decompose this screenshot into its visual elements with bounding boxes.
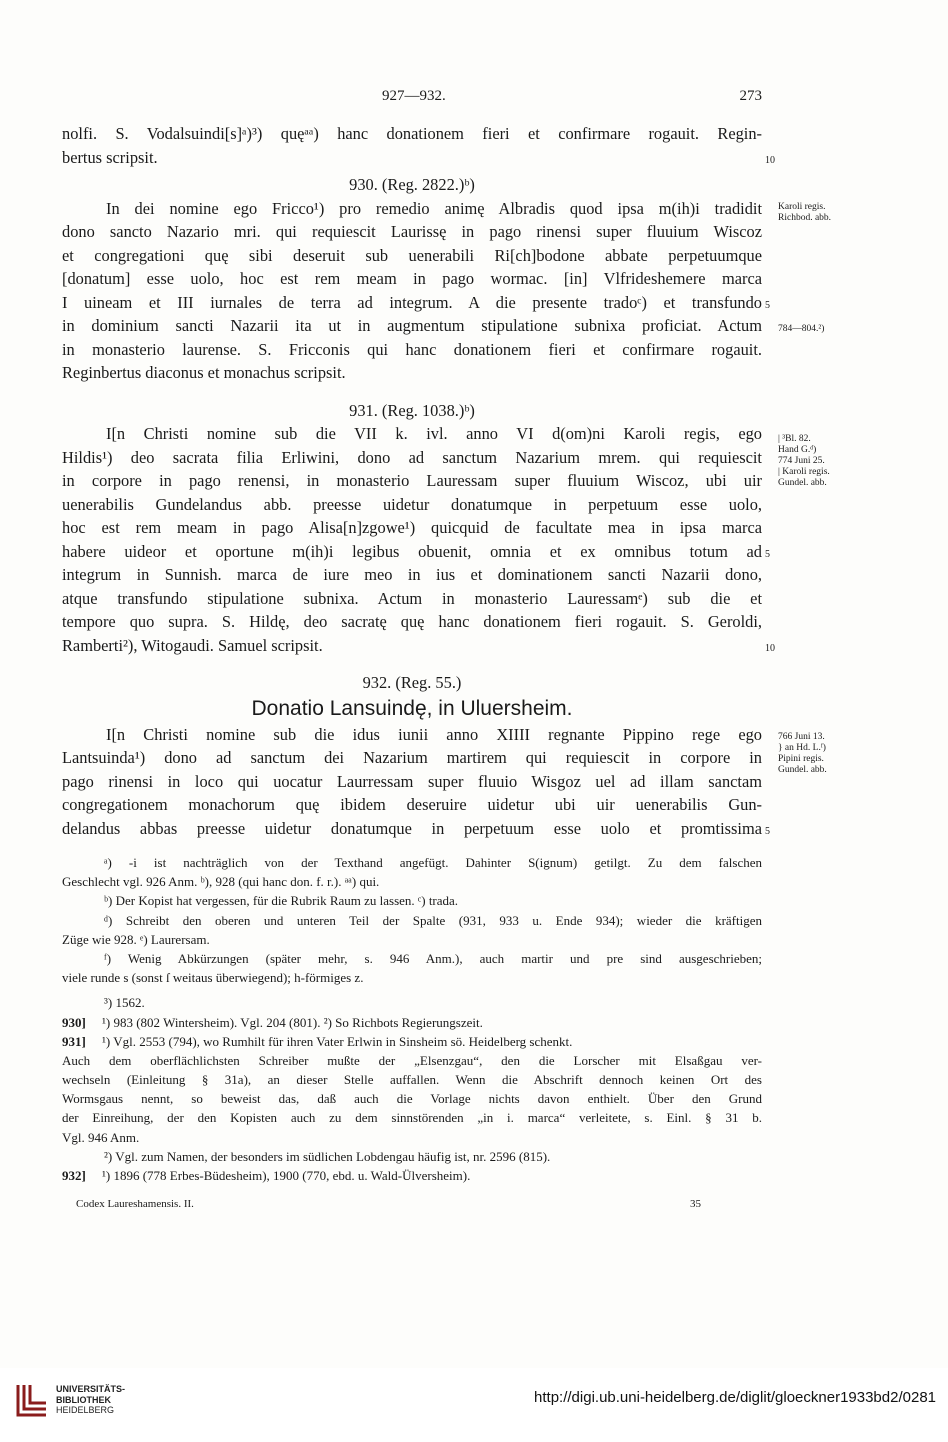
text-line: et congregationi quę sibi deseruit sub uenerabili Ri[ch]bodone abbate perpetuumque bbox=[62, 245, 762, 265]
text-line: Hildis¹) deo sacrata filia Erliwini, dono ad sanctum Nazarium mrem. qui requiescit bbox=[62, 447, 762, 467]
margin-note-931: | ³Bl. 82. Hand G.ᵈ) 774 Juni 25. | Karoli regis. Gundel. abb. bbox=[778, 434, 830, 488]
text-line: [donatum] esse uolo, hoc est rem meam in pago wormac. [in] Vlfrideshemere marca bbox=[62, 269, 762, 288]
header-range: 927—932. bbox=[382, 88, 446, 104]
line-number: 5 bbox=[765, 825, 770, 837]
text-line: I[n Christi nomine sub die idus iunii anno XIIII regnante Pippino rege ego bbox=[106, 724, 762, 744]
footnote-line: viele runde s (sonst ſ weitaus überwiegend); h-förmiges z. bbox=[62, 970, 364, 986]
doc-932-heading: 932. (Reg. 55.) bbox=[362, 673, 462, 692]
page-number: 273 bbox=[739, 88, 762, 104]
footnote-line: Züge wie 928. ᵉ) Laurersam. bbox=[62, 931, 210, 947]
text-line: in monasterio laurense. S. Fricconis qui hanc donationem fieri et confirmare rogauit. bbox=[62, 339, 762, 359]
footnote-line: ᵇ) Der Kopist hat vergessen, für die Rubrik Raum zu lassen. ᶜ) trada. bbox=[104, 893, 459, 909]
footnote-line: wechseln (Einleitung § 31a), an dieser Stelle auffallen. Wenn die Abschrift dennoch keinen Ort des bbox=[62, 1072, 762, 1088]
doc-932-title: Donatio Lansuindę, in Uluersheim. bbox=[251, 696, 573, 720]
footnote-line: ᶠ) Wenig Abkürzungen (später mehr, s. 946 Anm.), auch martir und pre sind ausgeschrieben; bbox=[104, 950, 762, 966]
footnotes bbox=[62, 853, 762, 1185]
footnote-line: 931] ¹) Vgl. 2553 (794), wo Rumhilt für ihren Vater Erlwin in Sinsheim sö. Heidelberg schenkt. bbox=[62, 1033, 573, 1049]
text-line: dono sancto Nazario mri. qui requiescit Laurissę in pago rinensi super fluuium Wiscoz bbox=[62, 222, 762, 241]
text-line: integrum in Sunnish. marca de iure meo in ius et dominationem sancti Nazarii dono, bbox=[62, 565, 762, 584]
footnote-line: Auch dem oberflächlichsten Schreiber mußte der „Elsenzgau“, den die Lorscher mit Elsaßgau ver- bbox=[62, 1052, 762, 1068]
library-name: UNIVERSITÄTS- BIBLIOTHEK HEIDELBERG bbox=[56, 1384, 126, 1415]
footnote-line: ²) Vgl. zum Namen, der besonders im südlichen Lobdengau häufig ist, nr. 2596 (815). bbox=[104, 1148, 551, 1164]
running-header bbox=[62, 88, 762, 112]
footnote-line: Vgl. 946 Anm. bbox=[62, 1129, 140, 1145]
text-line: uenerabilis Gundelandus abb. preesse uidetur donatumque in perpetuum esse uolo, bbox=[62, 494, 762, 514]
doc-931-heading: 931. (Reg. 1038.)ᵇ) bbox=[349, 400, 475, 420]
text-line: hoc est rem meam in pago Alisa[n]zgowe¹) quicquid de facultate mea in ipsa marca bbox=[62, 518, 762, 537]
text-line: nolfi. S. Vodalsuindi[s]ᵃ)³) quęᵃᵃ) hanc donationem fieri et confirmare rogauit. Regin- bbox=[62, 124, 762, 143]
footnote-line: ³) 1562. bbox=[104, 995, 145, 1011]
margin-note-932: 766 Juni 13. } an Hd. L.ᶠ) Pipini regis. Gundel. abb. bbox=[778, 732, 827, 775]
main-text bbox=[62, 122, 775, 840]
text-line: bertus scripsit. 10 bbox=[62, 146, 762, 170]
text-line: atque transfundo stipulatione subnixa. Actum in monasterio Lauressamᵉ) sub die et bbox=[62, 588, 762, 608]
footnote-line: ᵃ) -i ist nachträglich von der Texthand angefügt. Dahinter S(ignum) getilgt. Zu dem falschen bbox=[104, 855, 762, 870]
margin-date-930: 784—804.²) bbox=[778, 324, 825, 334]
text-line: tempore quo supra. S. Hildę, deo sacratę quę hanc donationem fieri rogauit. S. Geroldi, bbox=[62, 612, 762, 631]
line-number: 10 bbox=[765, 642, 775, 654]
text-line: congregationem monachorum quę ibidem deseruire uidetur ubi uir uenerabilis Gun- bbox=[62, 795, 762, 814]
line-number: 10 bbox=[765, 154, 775, 166]
footnote-line: 932] ¹) 1896 (778 Erbes-Büdesheim), 1900 (770, ebd. u. Wald-Ülversheim). bbox=[62, 1168, 471, 1183]
text-line: in corpore in pago renensi, in monasterio Lauressam super fluuium Wiscoz, ubi uir bbox=[62, 471, 762, 490]
text-line: Lantsuinda¹) dono ad sanctum dei Nazarium martirem qui requiescit in corpore in bbox=[62, 748, 762, 767]
text-line: In dei nomine ego Fricco¹) pro remedio animę Albradis quod ipsa m(ih)i tradidit bbox=[106, 198, 762, 218]
text-line: pago rinensi in loco qui uocatur Laurressam super fluuio Wisgoz uel ad illam sanctam bbox=[62, 771, 762, 791]
footnote-line: Geschlecht vgl. 926 Anm. ᵇ), 928 (qui hanc don. f. r.). ᵃᵃ) qui. bbox=[62, 874, 380, 890]
codex-title: Codex Laureshamensis. II. bbox=[76, 1198, 194, 1210]
doc-930-heading: 930. (Reg. 2822.)ᵇ) bbox=[349, 175, 475, 194]
text-line: Ramberti²), Witogaudi. Samuel scripsit. 10 bbox=[62, 634, 762, 658]
footnote-line: 930] ¹) 983 (802 Wintersheim). Vgl. 204 (801). ²) So Richbots Regierungszeit. bbox=[62, 1014, 483, 1030]
margin-note-930: Karoli regis. Richbod. abb. bbox=[778, 202, 832, 223]
footnote-line: Wormsgaus nennt, so beweist das, daß auch die Vorlage nichts davon enthielt. Über den Grund bbox=[62, 1091, 762, 1107]
footnote-line: ᵈ) Schreibt den oberen und unteren Teil der Spalte (931, 933 u. Ende 934); wieder die kräftigen bbox=[104, 912, 762, 928]
line-number: 5 bbox=[765, 548, 770, 560]
source-url-link[interactable]: http://digi.ub.uni-heidelberg.de/diglit/gloeckner1933bd2/0281 bbox=[534, 1389, 936, 1406]
university-library-logo-icon bbox=[14, 1381, 50, 1419]
signature-mark: 35 bbox=[690, 1198, 701, 1210]
text-line: I uineam et III iurnales de terra ad integrum. A die presente tradoᶜ) et transfundo 5 bbox=[62, 291, 762, 315]
text-line: delandus abbas preesse uidetur donatumque in perpetuum esse uolo et promtissima 5 bbox=[62, 817, 762, 841]
line-number: 5 bbox=[765, 299, 770, 311]
library-footer bbox=[0, 1368, 948, 1442]
text-line: I[n Christi nomine sub die VII k. ivl. anno VI d(om)ni Karoli regis, ego bbox=[106, 424, 762, 443]
footnote-line: der Einreihung, der den Kopisten auch zu dem sinnstörenden „in i. marca“ verleitete, s. Einl. § 31 b. bbox=[62, 1110, 762, 1126]
text-line: Reginbertus diaconus et monachus scripsit. bbox=[62, 363, 346, 382]
text-line: habere uideor et oportune m(ih)i legibus obuenit, omnia et ex omnibus totum ad 5 bbox=[62, 540, 762, 564]
text-line: in dominium sancti Nazarii ita ut in augmentum stipulatione subnixa proficiat. Actum bbox=[62, 316, 762, 335]
